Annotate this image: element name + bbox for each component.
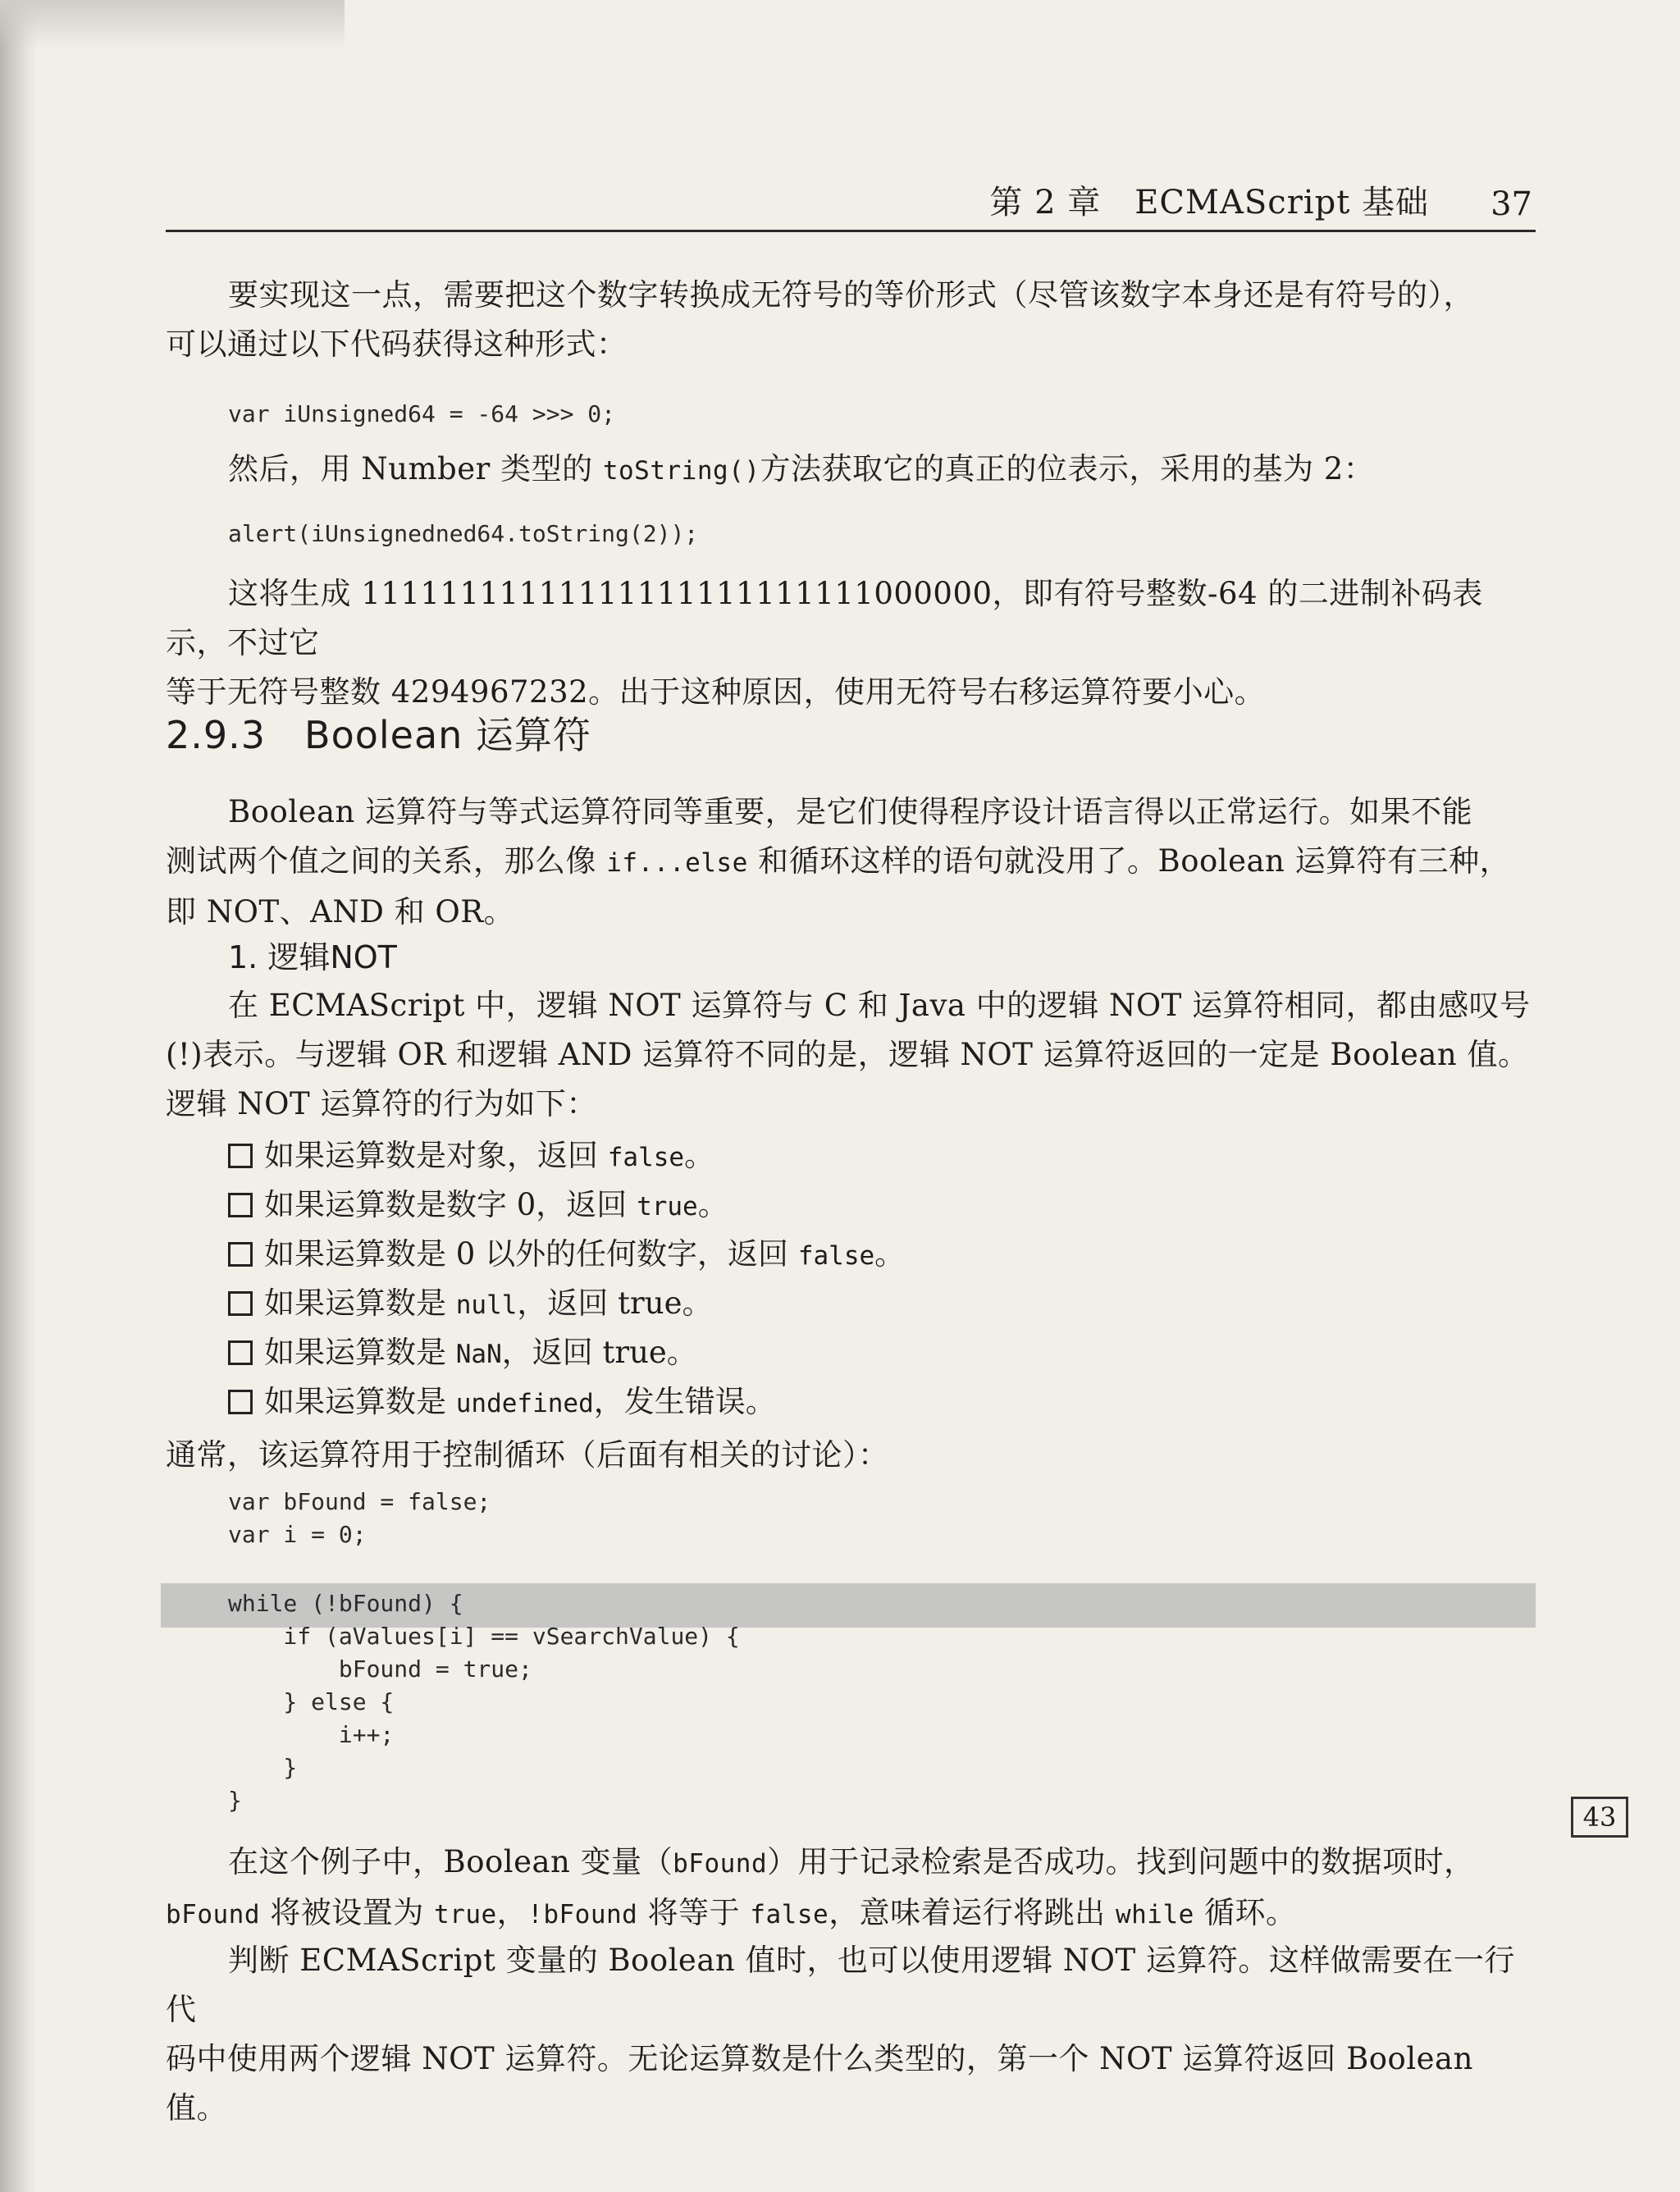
- code-line: var bFound = false;: [228, 1488, 491, 1515]
- checkbox-icon: [228, 1340, 253, 1365]
- list-item: 如果运算数是对象，返回 false。: [228, 1135, 714, 1178]
- code-line: var i = 0;: [228, 1521, 367, 1548]
- paragraph-unsigned-intro: 要实现这一点，需要把这个数字转换成无符号的等价形式（尽管该数字本身还是有符号的）， 可以通过以下代码获得这种形式：: [166, 277, 1474, 362]
- paragraph-binary-result: 这将生成 11111111111111111111111111000000，即有符号整数-64 的二进制补码表示，不过它 等于无符号整数 4294967232。出于这种原因，使用无符号右移运算符要小心。: [166, 576, 1483, 710]
- paragraph-double-not: 判断 ECMAScript 变量的 Boolean 值时，也可以使用逻辑 NOT 运算符。这样做需要在一行代 码中使用两个逻辑 NOT 运算符。无论运算数是什么类型的，第一个 NOT 运算符返回 Boolean 值。: [166, 1943, 1515, 2126]
- section-heading: 2.9.3 Boolean 运算符: [166, 713, 591, 757]
- list-item: 如果运算数是数字 0，返回 true。: [228, 1185, 728, 1227]
- list-item: 如果运算数是 NaN，返回 true。: [228, 1332, 697, 1375]
- code-line: i++;: [228, 1721, 395, 1748]
- list-item: 如果运算数是 0 以外的任何数字，返回 false。: [228, 1234, 905, 1276]
- code-line: if (aValues[i] == vSearchValue) {: [228, 1623, 740, 1650]
- subsection-heading: 1. 逻辑NOT: [228, 939, 397, 975]
- page-corner-shadow: [0, 0, 345, 49]
- code-alert: alert(iUnsignedned64.toString(2));: [228, 520, 699, 547]
- list-item: 如果运算数是 undefined，发生错误。: [228, 1381, 776, 1424]
- code-line: while (!bFound) {: [228, 1590, 463, 1617]
- page-binding-shadow: [0, 0, 38, 2192]
- checkbox-icon: [228, 1242, 253, 1267]
- code-line: }: [228, 1787, 242, 1814]
- paragraph-loop-usage: 通常，该运算符用于控制循环（后面有相关的讨论）：: [166, 1437, 889, 1473]
- checkbox-icon: [228, 1193, 253, 1217]
- page-number: 37: [1491, 185, 1532, 223]
- code-line: }: [228, 1754, 298, 1781]
- checkbox-icon: [228, 1390, 253, 1414]
- paragraph-boolean-intro: Boolean 运算符与等式运算符同等重要，是它们使得程序设计语言得以正常运行。如果不能 测试两个值之间的关系，那么像 if...else 和循环这样的语句就没用了。Boolean 运算符有三种， 即 NOT、AND 和 OR。: [166, 794, 1511, 929]
- code-line: bFound = true;: [228, 1655, 532, 1683]
- checkbox-icon: [228, 1144, 253, 1168]
- running-header: [166, 179, 1536, 232]
- chapter-title: 第 2 章 ECMAScript 基础: [989, 184, 1429, 221]
- original-page-marker: 43: [1571, 1797, 1628, 1838]
- checkbox-icon: [228, 1291, 253, 1316]
- code-line: } else {: [228, 1688, 395, 1715]
- list-item: 如果运算数是 null，返回 true。: [228, 1283, 712, 1326]
- paragraph-logical-not: 在 ECMAScript 中，逻辑 NOT 运算符与 C 和 Java 中的逻辑 NOT 运算符相同，都由感叹号 (!)表示。与逻辑 OR 和逻辑 AND 运算符不同的是，逻辑 NOT 运算符返回的一定是 Boolean 值。 逻辑 NOT 运算符的行为如下：: [166, 988, 1531, 1121]
- paragraph-tostring: 然后，用 Number 类型的 toString()方法获取它的真正的位表示，采用的基为 2：: [228, 451, 1375, 486]
- paragraph-example-explanation: 在这个例子中，Boolean 变量（bFound）用于记录检索是否成功。找到问题中的数据项时， bFound 将被设置为 true，!bFound 将等于 false，意味着运行将跳出 while 循环。: [166, 1844, 1475, 1930]
- code-unsigned-shift: var iUnsigned64 = -64 >>> 0;: [228, 400, 616, 427]
